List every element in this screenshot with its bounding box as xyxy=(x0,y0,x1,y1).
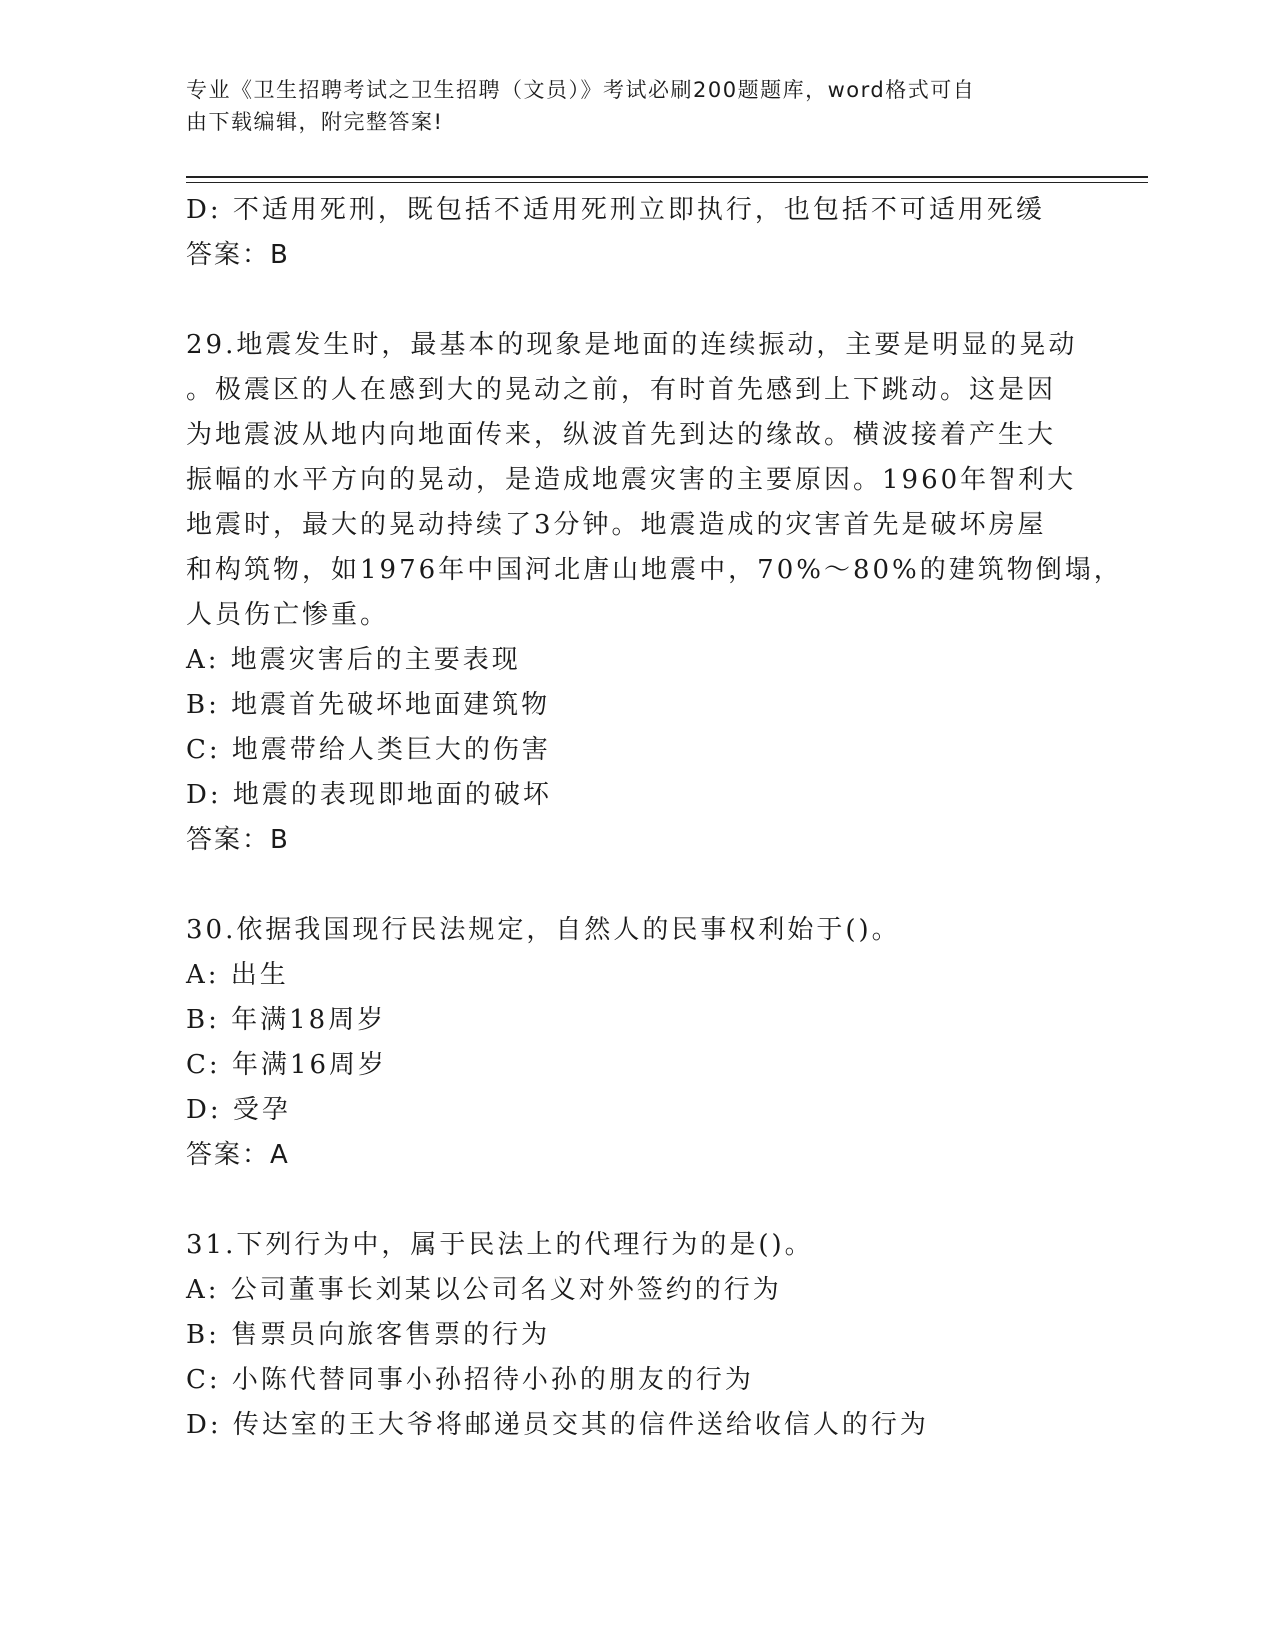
spacer xyxy=(186,863,1066,908)
spacer xyxy=(186,1178,1066,1223)
document-body xyxy=(186,188,1123,1448)
option-d: D: 受孕 xyxy=(186,1095,291,1125)
question-stem-line: 地震时，最大的晃动持续了3分钟。地震造成的灾害首先是破坏房屋 xyxy=(186,510,1047,540)
option-d: D: 不适用死刑，既包括不适用死刑立即执行，也包括不可适用死缓 xyxy=(186,195,1045,225)
question-29 xyxy=(186,323,1123,863)
question-stem-line: 为地震波从地内向地面传来，纵波首先到达的缘故。横波接着产生大 xyxy=(186,420,1057,450)
answer: 答案：B xyxy=(186,240,290,270)
question-30 xyxy=(186,908,1066,1178)
option-a: A: 地震灾害后的主要表现 xyxy=(186,645,521,675)
question-31 xyxy=(186,1223,1066,1448)
question-stem-line: 。极震区的人在感到大的晃动之前，有时首先感到上下跳动。这是因 xyxy=(186,375,1057,405)
question-stem-line: 29.地震发生时，最基本的现象是地面的连续振动，主要是明显的晃动 xyxy=(186,330,1078,360)
option-b: B: 售票员向旅客售票的行为 xyxy=(186,1320,551,1350)
answer: 答案：A xyxy=(186,1140,290,1170)
option-c: C: 小陈代替同事小孙招待小孙的朋友的行为 xyxy=(186,1365,754,1395)
question-stem: 30.依据我国现行民法规定，自然人的民事权利始于()。 xyxy=(186,915,901,945)
question-stem-line: 人员伤亡惨重。 xyxy=(186,600,390,630)
header-line-1: 专业《卫生招聘考试之卫生招聘（文员）》考试必刷200题题库，word格式可自 xyxy=(186,78,976,102)
spacer xyxy=(186,278,1066,323)
question-stem: 31.下列行为中，属于民法上的代理行为的是()。 xyxy=(186,1230,814,1260)
option-a: A: 公司董事长刘某以公司名义对外签约的行为 xyxy=(186,1275,782,1305)
answer: 答案：B xyxy=(186,825,290,855)
option-a: A: 出生 xyxy=(186,960,289,990)
question-stem-line: 振幅的水平方向的晃动，是造成地震灾害的主要原因。1960年智利大 xyxy=(186,465,1077,495)
option-d: D: 地震的表现即地面的破坏 xyxy=(186,780,552,810)
option-b: B: 地震首先破坏地面建筑物 xyxy=(186,690,551,720)
option-c: C: 年满16周岁 xyxy=(186,1050,388,1080)
document-header xyxy=(186,74,1066,138)
question-stem-line: 和构筑物，如1976年中国河北唐山地震中，70%～80%的建筑物倒塌， xyxy=(186,555,1123,585)
option-c: C: 地震带给人类巨大的伤害 xyxy=(186,735,551,765)
option-d: D: 传达室的王大爷将邮递员交其的信件送给收信人的行为 xyxy=(186,1410,929,1440)
header-line-2: 由下载编辑，附完整答案! xyxy=(186,110,444,134)
header-rule-thin xyxy=(186,182,1148,183)
option-b: B: 年满18周岁 xyxy=(186,1005,387,1035)
question-28-tail xyxy=(186,188,1066,278)
header-rule-thick xyxy=(186,176,1148,178)
